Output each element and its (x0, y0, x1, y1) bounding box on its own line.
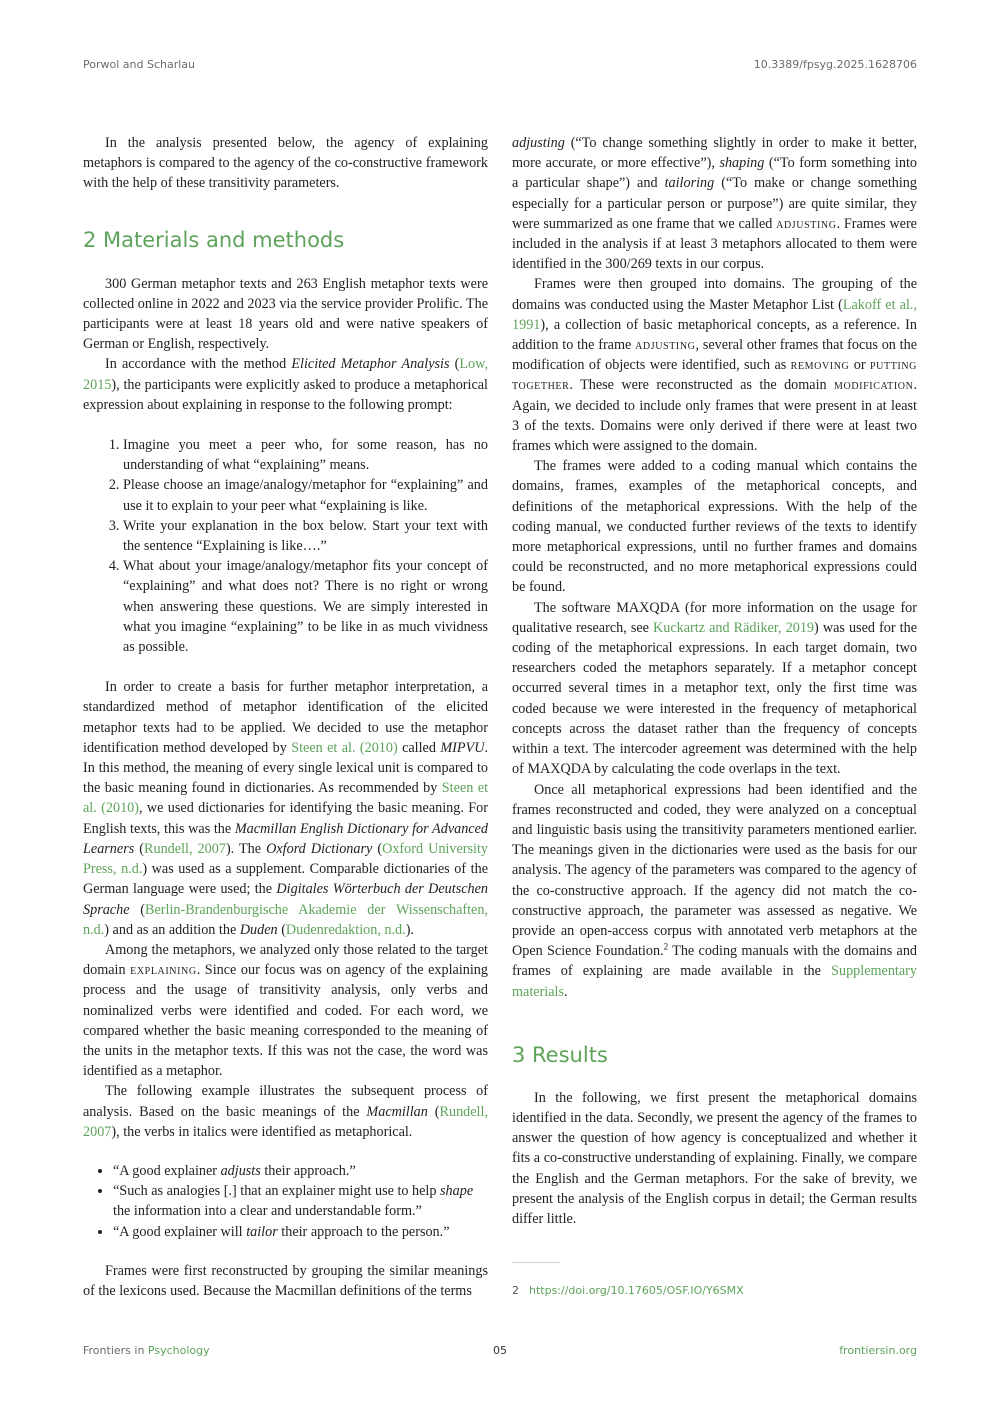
footnote-number: 2 (512, 1284, 519, 1297)
paragraph-results-intro: In the following, we first present the metaphorical domains identified in the data. Secondly, we present the agency of the frames to answer the question of how agency is conceptualized and whether it fits a co-constructive understanding of explaining. Finally, we compare the English and the German metaphors. For the sake of brevity, we present the analysis of the English corpus in detail; the German results differ little. (512, 1089, 917, 1227)
paragraph-method: In accordance with the method Elicited Metaphor Analysis (Low, 2015), the participants were explicitly asked to produce a metaphorical expression about explaining in response to the following prompt: (83, 356, 488, 413)
left-column (83, 133, 488, 1301)
paragraph-analysis: Once all metaphorical expressions had been identified and the frames reconstructed and coded, they were analyzed on a conceptual and linguistic basis using the transitivity parameters mentioned earlier. The meanings given in the dictionaries were used as the basis for our analysis. The agency of the parameters was compared to the agency of the co-constructive approach. If the agency did not match the co-constructive approach, the parameter was assessed as negative. We provide an open-access corpus with annotated verb metaphors at the Open Science Foundation.$^2$ The coding manuals with the domains and frames of explaining are made available in the Supplementary materials. (512, 781, 918, 1000)
citation-link[interactable]: Steen et al. (2010) (83, 780, 489, 817)
supplementary-link[interactable]: Supplementary materials (512, 963, 917, 1000)
paragraph-maxqda: The software MAXQDA (for more information on the usage for qualitative research, see Kuckartz and Rädiker, 2019) was used for the coding of the metaphorical expressions. In each target domain, two researchers coded the metaphors separately. If a metaphor concept occurred several times in a metaphor text, only the first time was coded because we were interested in the frequency of metaphorical concepts across the dataset rather than the frequency of concepts within a text. The intercoder agreement was determined with the help of MAXQDA by calculating the code overlaps in the text. (512, 599, 917, 778)
citation-link[interactable]: Kuckartz and Rädiker, 2019 (653, 619, 815, 636)
paragraph-data-collection: 300 German metaphor texts and 263 English metaphor texts were collected online in 2022 and 2023 via the service provider Prolific. The participants were at least 18 years old and were native speakers of German or English, respectively. (83, 275, 488, 353)
intro-paragraph: In the analysis presented below, the agency of explaining metaphors is compared to the agency of the co-constructive framework with the help of these transitivity parameters. (83, 135, 488, 192)
citation-link[interactable]: Dudenredaktion, n.d. (285, 921, 406, 938)
citation-link[interactable]: Oxford University Press, n.d. (83, 840, 488, 878)
list-item: • “A good explainer will tailor their approach to the person.” (113, 1222, 488, 1242)
citation-link[interactable]: Lakoff et al., 1991 (512, 296, 917, 333)
page-header (83, 58, 917, 72)
footnote (512, 1284, 744, 1297)
paragraph-identification: In order to create a basis for further metaphor interpretation, a standardized method of metaphor identification of the elicited metaphor texts had to be applied. We decided to use the metaphor identification method developed by Steen et al. (2010) called MIPVU. In this method, the meaning of every single lexical unit is compared to the basic meaning found in dictionaries. As recommended by Steen et al. (2010), we used dictionaries for identifying the basic meaning. For English texts, this was the Macmillan English Dictionary for Advanced Learners (Rundell, 2007). The Oxford Dictionary (Oxford University Press, n.d.) was used as a supplement. Comparable dictionaries of the German language were used; the Digitales Wörterbuch der Deutschen Sprache (Berlin-Brandenburgische Akademie der Wissenschaften, n.d.) and as an addition the Duden (Dudenredaktion, n.d.). (83, 679, 489, 938)
footnote-marker[interactable]: 2 (663, 941, 669, 952)
list-item: • “Such as analogies [.] that an explainer might use to help shape the information into a clear and understandable form.” (113, 1181, 488, 1221)
citation-link[interactable]: Berlin-Brandenburgische Akademie der Wissenschaften, n.d. (83, 901, 488, 938)
site-link[interactable]: frontiersin.org (839, 1344, 917, 1357)
paragraph-frames: Frames were first reconstructed by grouping the similar meanings of the lexicons used. Because the Macmillan definitions of the terms (83, 1262, 488, 1299)
citation-link[interactable]: Steen et al. (2010) (291, 739, 398, 756)
page-number: 05 (493, 1344, 507, 1357)
list-item: 4. What about your image/analogy/metaphor fits your concept of “explaining” and what does not? There is no right or wrong when answering these questions. We are simply interested in what you imagine “explaining” to be like in as much vividness as possible. (123, 556, 488, 657)
section-heading-results: 3 Results (512, 1042, 608, 1067)
prompt-list (83, 435, 488, 657)
footnote-divider (512, 1262, 560, 1263)
paragraph-domains: Frames were then grouped into domains. The grouping of the domains was conducted using the Master Metaphor List (Lakoff et al., 1991), a collection of basic metaphorical concepts, as a reference. In addition to the frame adjusting, several other frames that focus on the modification of objects were identified, such as removing or putting together. These were reconstructed as the domain modification. Again, we decided to include only frames that were present in at least 3 of the texts. Domains were only derived if there were at least two frames which were assigned to the domain. (512, 276, 917, 455)
paragraph-example: The following example illustrates the subsequent process of analysis. Based on the basic meanings of the Macmillan (Rundell, 2007), the verbs in italics were identified as metaphorical. (83, 1083, 488, 1140)
paragraph-frames-continued: adjusting (“To change something slightly in order to make it better, more accurate, or more effective”), shaping (“To form something into a particular shape”) and tailoring (“To make or change something especially for a particular person or purpose”) are quite similar, they were summarized as one frame that we called adjusting. Frames were included in the analysis if at least 3 metaphors allocated to them were identified in the 300/269 texts in our corpus. (512, 135, 917, 273)
list-item: 3. Write your explanation in the box below. Start your text with the sentence “Explaining is like….” (123, 516, 488, 556)
right-column (512, 133, 917, 1229)
citation-link[interactable]: Rundell, 2007 (144, 840, 226, 857)
example-list (83, 1161, 488, 1242)
list-item: • “A good explainer adjusts their approach.” (113, 1161, 488, 1181)
journal-name: Frontiers in Psychology (83, 1344, 210, 1357)
page-footer (83, 1344, 917, 1358)
section-heading-materials-methods: 2 Materials and methods (83, 227, 345, 252)
list-item: 2. Please choose an image/analogy/metaphor for “explaining” and use it to explain to your peer what “explaining is like. (123, 475, 488, 515)
list-item: 1. Imagine you meet a peer who, for some reason, has no understanding of what “explaining” means. (123, 435, 488, 475)
paragraph-target-domain: Among the metaphors, we analyzed only those related to the target domain explaining. Since our focus was on agency of the explaining process and the usage of transitivity analysis, only verbs and nominalized verbs were identified and coded. For each word, we compared whether the basic meaning corresponded to the meaning of the units in the metaphor texts. If this was not the case, the word was identified as a metaphor. (83, 941, 488, 1080)
footnote-doi-link[interactable]: https://doi.org/10.17605/OSF.IO/Y6SMX (529, 1284, 744, 1297)
running-doi: 10.3389/fpsyg.2025.1628706 (753, 58, 917, 71)
paragraph-coding-manual: The frames were added to a coding manual which contains the domains, frames, examples of the metaphorical concepts, and definitions of the metaphorical expressions. With the help of the coding manual, we conducted further reviews of the texts to identify more metaphorical expressions, until no further frames and domains could be reconstructed, and no more metaphorical expressions could be found. (512, 458, 917, 596)
citation-link[interactable]: Low, 2015 (83, 356, 488, 393)
running-authors: Porwol and Scharlau (83, 58, 195, 71)
citation-link[interactable]: Rundell, 2007 (83, 1103, 488, 1140)
